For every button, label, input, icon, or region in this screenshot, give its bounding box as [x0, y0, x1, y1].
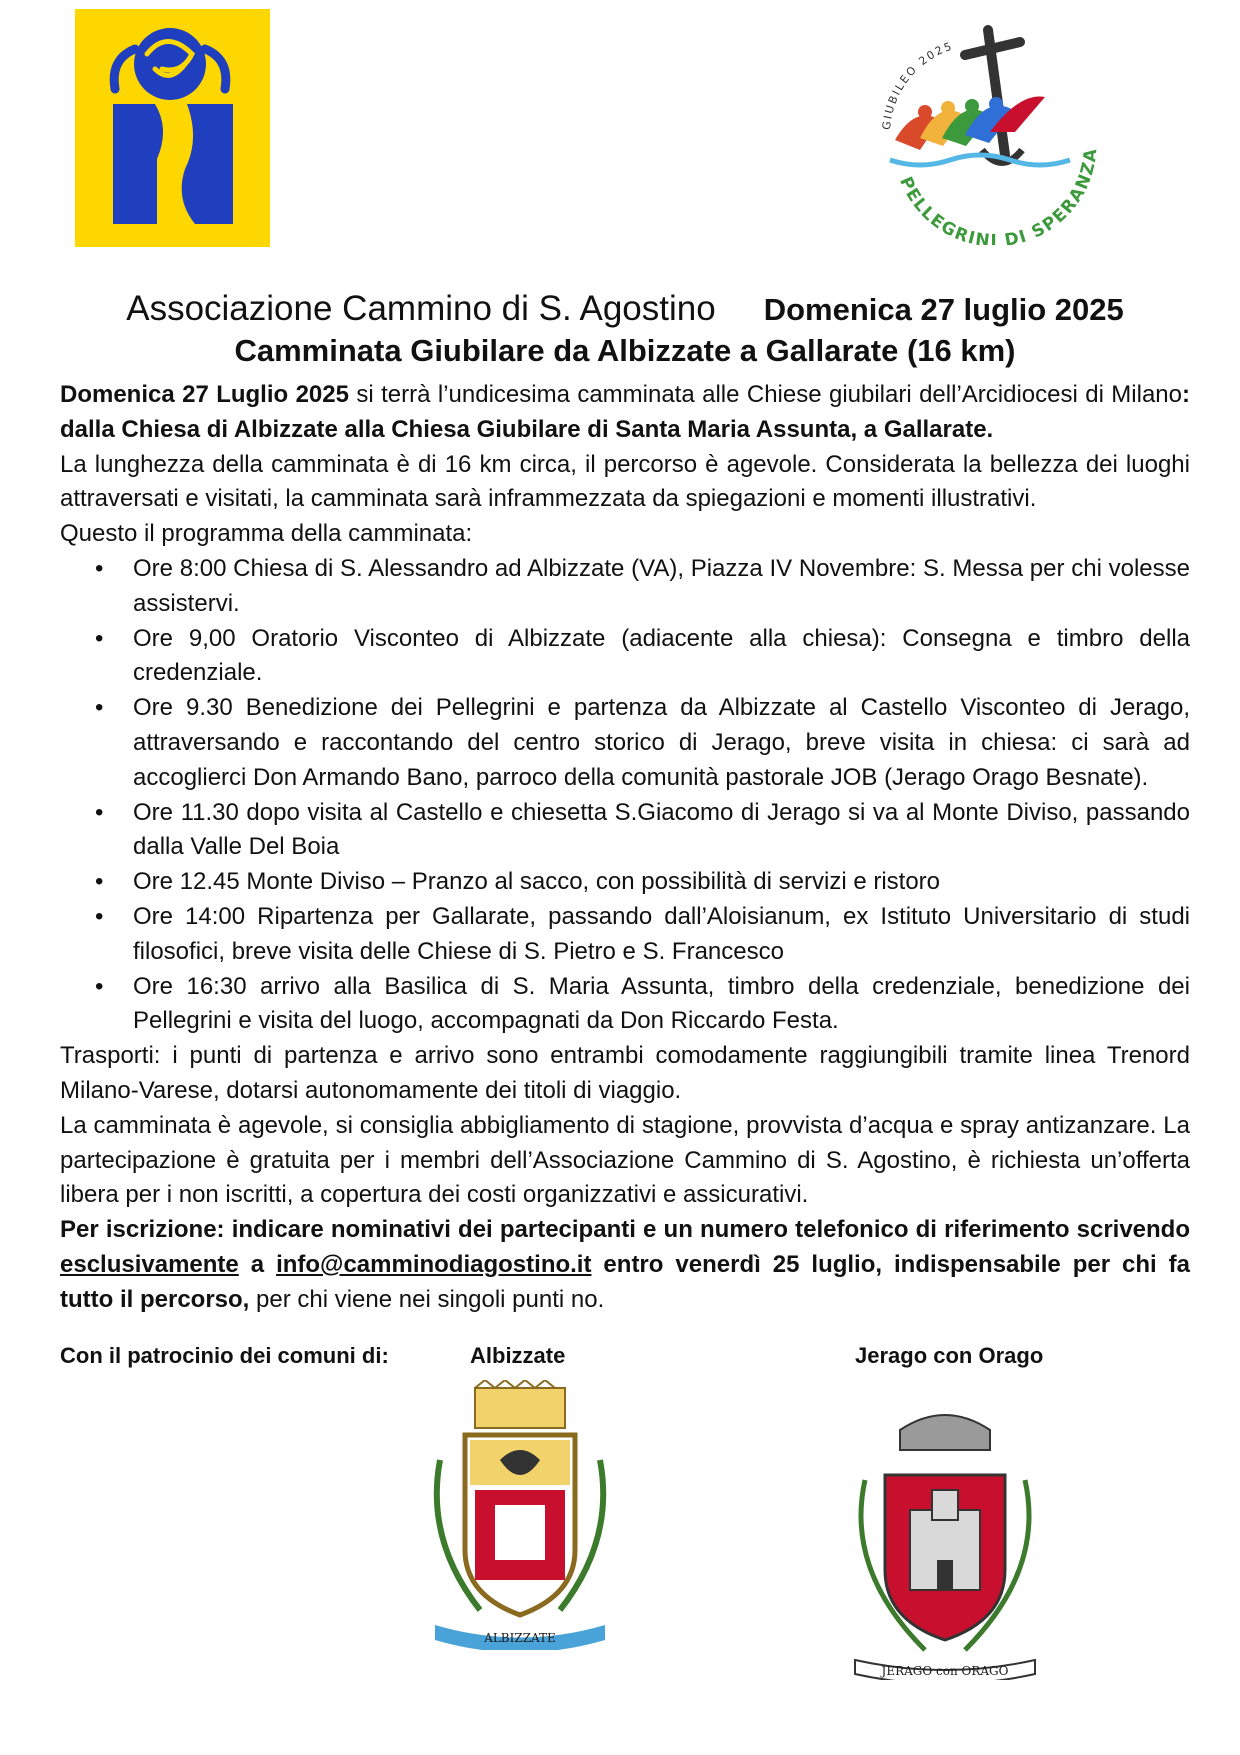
program-item: • Ore 8:00 Chiesa di S. Alessandro ad Albizzate (VA), Piazza IV Novembre: S. Messa per chi volesse assistervi. — [133, 552, 1190, 622]
intro-date: Domenica 27 Luglio 2025 — [60, 381, 349, 408]
jubilee-ring-bottom-text: PELLEGRINI DI SPERANZA — [895, 146, 1102, 245]
jubilee-ring-top-text: GIUBILEO 2025 — [879, 39, 955, 131]
program-item: • Ore 14:00 Ripartenza per Gallarate, passando dall’Aloisianum, ex Istituto Universitario di studi filosofici, breve visita delle Chiese di S. Pietro e S. Francesco — [133, 900, 1190, 970]
patronage-town-albizzate: Albizzate — [470, 1343, 566, 1368]
bullet-icon: • — [95, 554, 104, 582]
intro-paragraph — [60, 378, 1190, 448]
patronage-label: Con il patrocinio dei comuni di: — [60, 1343, 389, 1368]
registration-paragraph: Per iscrizione: indicare nominativi dei partecipanti e un numero telefonico di riferimento scrivendo esclusivamente a info@camminodiagostino.it entro venerdì 25 luglio, indispensabile per chi fa tutto il percorso, per chi viene nei singoli punti no. — [60, 1216, 1190, 1313]
event-date-title: Domenica 27 luglio 2025 — [763, 292, 1124, 327]
email-link[interactable]: info@camminodiagostino.it — [276, 1250, 592, 1278]
program-list — [60, 552, 1190, 1039]
patronage-town-jerago: Jerago con Orago — [855, 1343, 1044, 1368]
bullet-icon: • — [95, 694, 104, 722]
document-header — [60, 289, 1190, 369]
intro-route: : dalla Chiesa di Albizzate alla Chiesa Giubilare di Santa Maria Assunta, a Gallarate. — [60, 381, 1190, 443]
program-item: • Ore 9.30 Benedizione dei Pellegrini e partenza da Albizzate al Castello Visconteo di Jerago, attraversando e raccontando del centro storico di Jerago, breve visita in chiesa: ci sarà ad accoglierci Don Armando Bano, parroco della comunità pastorale JOB (Jerago Orago Besnate). — [133, 691, 1190, 795]
association-title: Associazione Cammino di S. Agostino — [126, 289, 716, 328]
albizzate-crest-banner: ALBIZZATE — [484, 1631, 556, 1645]
advice-paragraph: La camminata è agevole, si consiglia abbigliamento di stagione, provvista d’acqua e spray antizanzare. La partecipazione è gratuita per i membri dell’Associazione Cammino di S. Agostino, è richiesta un’offerta libera per i non iscritti, a copertura dei costi organizzativi e assicurativi. — [60, 1111, 1190, 1209]
bullet-icon: • — [95, 624, 104, 652]
document-body — [60, 378, 1190, 1318]
event-subtitle: Camminata Giubilare da Albizzate a Gallarate (16 km) — [234, 333, 1016, 368]
bullet-icon: • — [95, 798, 104, 826]
transport-paragraph: Trasporti: i punti di partenza e arrivo sono entrambi comodamente raggiungibili tramite linea Trenord Milano-Varese, dotarsi autonomamente dei titoli di viaggio. — [60, 1042, 1190, 1104]
jubilee-2025-logo — [870, 20, 1110, 245]
program-intro: Questo il programma della camminata: — [60, 520, 473, 548]
bullet-icon: • — [95, 902, 104, 930]
program-item: • Ore 16:30 arrivo alla Basilica di S. Maria Assunta, timbro della credenziale, benedizione dei Pellegrini e visita del luogo, accompagnati da Don Riccardo Festa. — [133, 970, 1190, 1040]
length-paragraph: La lunghezza della camminata è di 16 km circa, il percorso è agevole. Considerata la bellezza dei luoghi attraversati e visitati, la camminata sarà inframmezzata da spiegazioni e momenti illustrativi. — [60, 450, 1190, 513]
jerago-crest-banner: JERAGO con ORAGO — [881, 1664, 1009, 1678]
program-item: • Ore 9,00 Oratorio Visconteo di Albizzate (adiacente alla chiesa): Consegna e timbro della credenziale. — [133, 622, 1190, 692]
jerago-coat-of-arms — [840, 1390, 1050, 1680]
program-item: • Ore 11.30 dopo visita al Castello e chiesetta S.Giacomo di Jerago si va al Monte Diviso, passando dalla Valle Del Boia — [133, 796, 1190, 866]
exclusive-word: esclusivamente — [60, 1250, 239, 1278]
albizzate-coat-of-arms — [420, 1380, 620, 1650]
bullet-icon: • — [95, 972, 104, 1000]
association-logo — [75, 9, 270, 247]
bullet-icon: • — [95, 868, 104, 896]
program-item: • Ore 12.45 Monte Diviso – Pranzo al sacco, con possibilità di servizi e ristoro — [133, 865, 1190, 900]
intro-text: si terrà l’undicesima camminata alle Chiese giubilari dell’Arcidiocesi di Milano — [348, 381, 1182, 408]
